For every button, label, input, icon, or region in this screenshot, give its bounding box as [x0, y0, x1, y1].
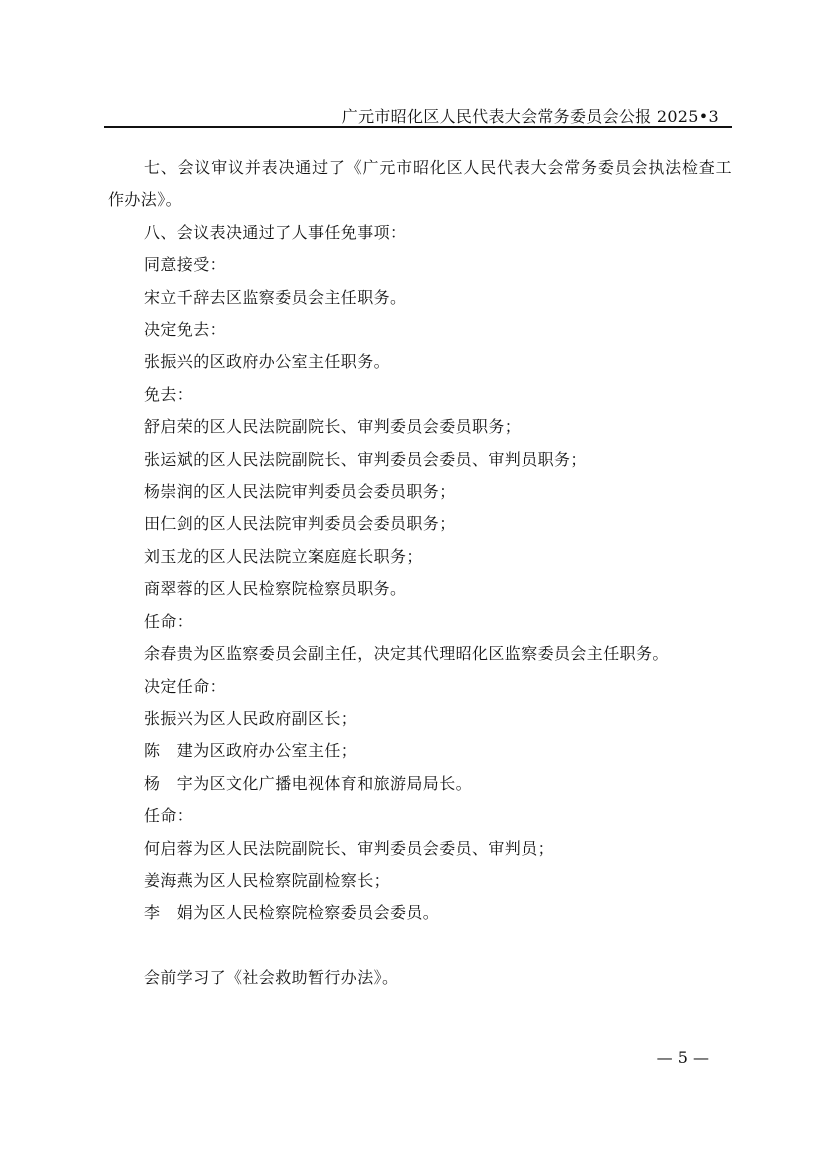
item-8-paragraph: 八、会议表决通过了人事任免事项：: [144, 222, 407, 242]
personnel-line: 李 娟为区人民检察院检察委员会委员。: [144, 903, 440, 923]
bulletin-header-title: 广元市昭化区人民代表大会常务委员会公报 2025•3: [341, 107, 719, 126]
personnel-line: 张振兴为区人民政府副区长；: [144, 708, 358, 728]
section-heading-accept: 同意接受：: [144, 255, 227, 275]
personnel-line: 张振兴的区政府办公室主任职务。: [144, 352, 391, 372]
personnel-line: 余春贵为区监察委员会副主任，决定其代理昭化区监察委员会主任职务。: [144, 644, 669, 664]
section-heading-remove: 免去：: [144, 384, 194, 404]
personnel-line: 杨崇润的区人民法院审判委员会委员职务；: [144, 482, 456, 502]
section-heading-appoint: 任命：: [144, 611, 194, 631]
header-divider: [104, 126, 732, 128]
personnel-line: 何启蓉为区人民法院副院长、审判委员会委员、审判员；: [144, 838, 555, 858]
personnel-line: 张运斌的区人民法院副院长、审判委员会委员、审判员职务；: [144, 449, 587, 469]
personnel-line: 商翠蓉的区人民检察院检察员职务。: [144, 579, 407, 599]
section-heading-decide-remove: 决定免去：: [144, 320, 227, 340]
section-heading-decide-appoint: 决定任命：: [144, 676, 227, 696]
personnel-line: 姜海燕为区人民检察院副检察长；: [144, 870, 391, 890]
personnel-line: 陈 建为区政府办公室主任；: [144, 741, 358, 761]
personnel-line: 田仁剑的区人民法院审判委员会委员职务；: [144, 514, 456, 534]
personnel-line: 杨 宇为区文化广播电视体育和旅游局局长。: [144, 773, 473, 793]
paragraph-spacer: [108, 930, 732, 962]
closing-line: 会前学习了《社会救助暂行办法》。: [144, 967, 399, 987]
item-7-paragraph: 七、会议审议并表决通过了《广元市昭化区人民代表大会常务委员会执法检查工作办法》。: [108, 158, 732, 210]
section-heading-appoint: 任命：: [144, 806, 194, 826]
personnel-line: 宋立千辞去区监察委员会主任职务。: [144, 287, 407, 307]
personnel-line: 舒启荣的区人民法院副院长、审判委员会委员职务；: [144, 417, 522, 437]
page-number: — 5 —: [656, 1048, 709, 1067]
document-body: [108, 152, 732, 994]
personnel-line: 刘玉龙的区人民法院立案庭庭长职务；: [144, 546, 423, 566]
